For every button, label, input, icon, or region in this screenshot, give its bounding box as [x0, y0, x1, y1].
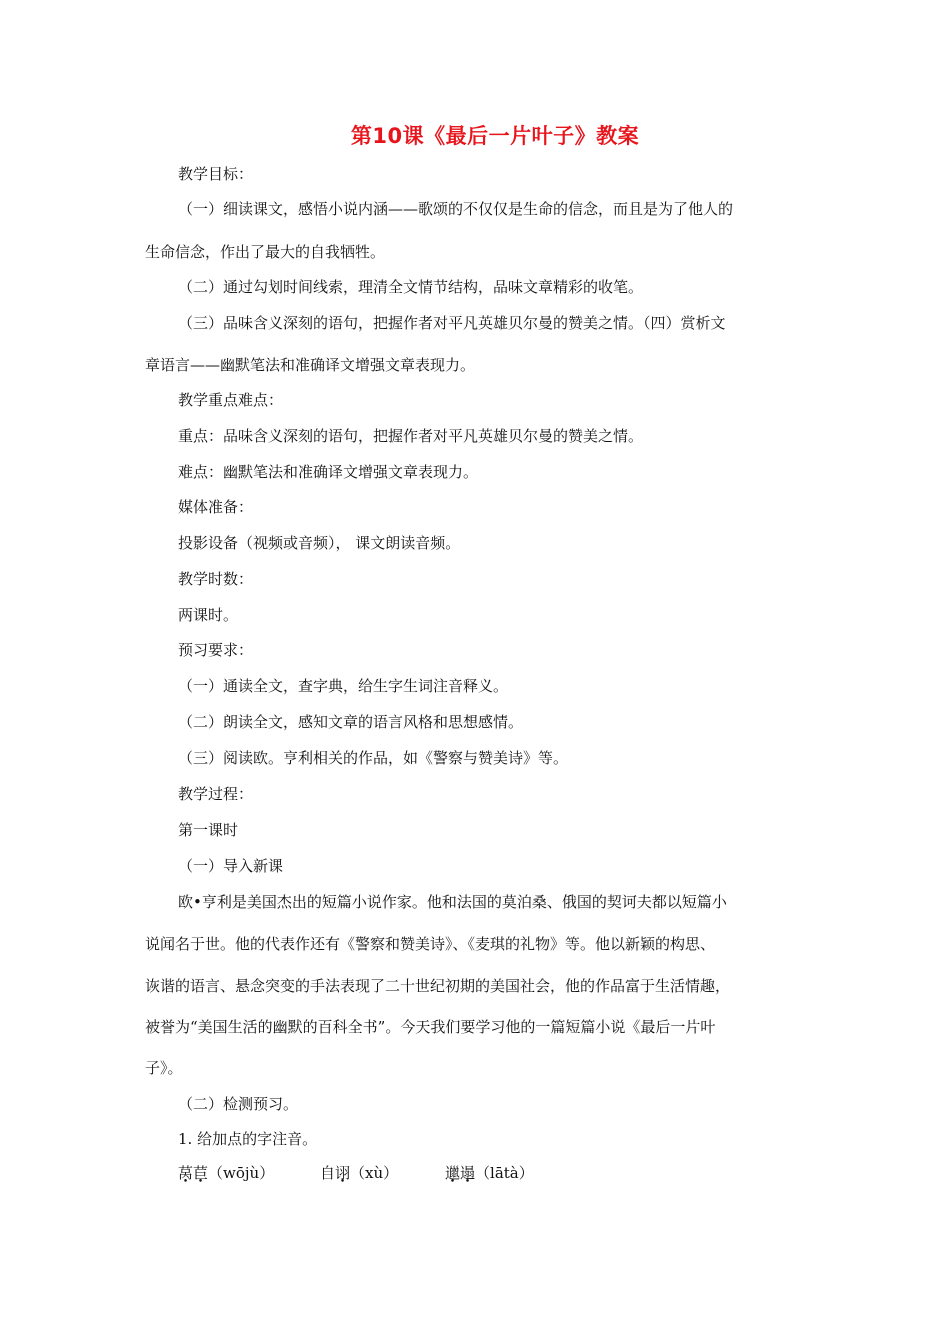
intro-heading: （一）导入新课	[178, 857, 284, 875]
check-heading: （二）检测预习。	[178, 1095, 299, 1113]
first-lesson-heading: 第一课时	[178, 821, 239, 839]
objectives-heading: 教学目标：	[178, 165, 254, 183]
hours-text: 两课时。	[178, 606, 239, 624]
preview-item-2: （二）朗读全文，感知文章的语言风格和思想感情。	[178, 713, 524, 731]
media-heading: 媒体准备：	[178, 498, 254, 516]
key-point: 重点：品味含义深刻的语句，把握作者对平凡英雄贝尔曼的赞美之情。	[178, 427, 644, 445]
lesson-title: 第10课《最后一片叶子》教案	[350, 124, 640, 148]
intro-para-line-2: 说闻名于世。他的代表作还有《警察和赞美诗》、《麦琪的礼物》等。他以新颖的构思、	[145, 935, 716, 953]
preview-item-3: （三）阅读欧。亨利相关的作品，如《警察与赞美诗》等。	[178, 749, 569, 767]
objective-2: （二）通过勾划时间线索，理清全文情节结构，品味文章精彩的收笔。	[178, 278, 644, 296]
objective-3-line-2: 章语言——幽默笔法和准确译文增强文章表现力。	[145, 356, 476, 374]
intro-para-line-1: 欧•亨利是美国杰出的短篇小说作家。他和法国的莫泊桑、俄国的契诃夫都以短篇小	[178, 893, 727, 911]
process-heading: 教学过程：	[178, 785, 254, 803]
intro-para-line-3: 诙谐的语言、悬念突变的手法表现了二十世纪初期的美国社会，他的作品富于生活情趣，	[145, 977, 731, 995]
intro-para-line-5: 子》。	[145, 1059, 183, 1077]
preview-heading: 预习要求：	[178, 641, 254, 659]
intro-para-line-4: 被誉为“美国生活的幽默的百科全书”。今天我们要学习他的一篇短篇小说《最后一片叶	[145, 1018, 716, 1036]
hours-heading: 教学时数：	[178, 570, 254, 588]
objective-3-line-1: （三）品味含义深刻的语句，把握作者对平凡英雄贝尔曼的赞美之情。（四）赏析文	[178, 314, 726, 332]
objective-1-line-2: 生命信念，作出了最大的自我牺牲。	[145, 243, 386, 261]
pinyin-item: 自诩（xù）	[320, 1164, 399, 1182]
difficult-point: 难点：幽默笔法和准确译文增强文章表现力。	[178, 463, 479, 481]
pinyin-item: 莴苣（wōjù）	[178, 1164, 275, 1182]
task-1: 1. 给加点的字注音。	[178, 1130, 318, 1148]
preview-item-1: （一）通读全文，查字典，给生字生词注音释义。	[178, 677, 509, 695]
objective-1-line-1: （一）细读课文，感悟小说内涵——歌颂的不仅仅是生命的信念，而且是为了他人的	[178, 200, 734, 218]
pinyin-item: 邋遢（lātà）	[445, 1164, 534, 1182]
key-points-heading: 教学重点难点：	[178, 391, 284, 409]
media-text: 投影设备（视频或音频）， 课文朗读音频。	[178, 534, 461, 552]
pinyin-row	[178, 1162, 534, 1183]
